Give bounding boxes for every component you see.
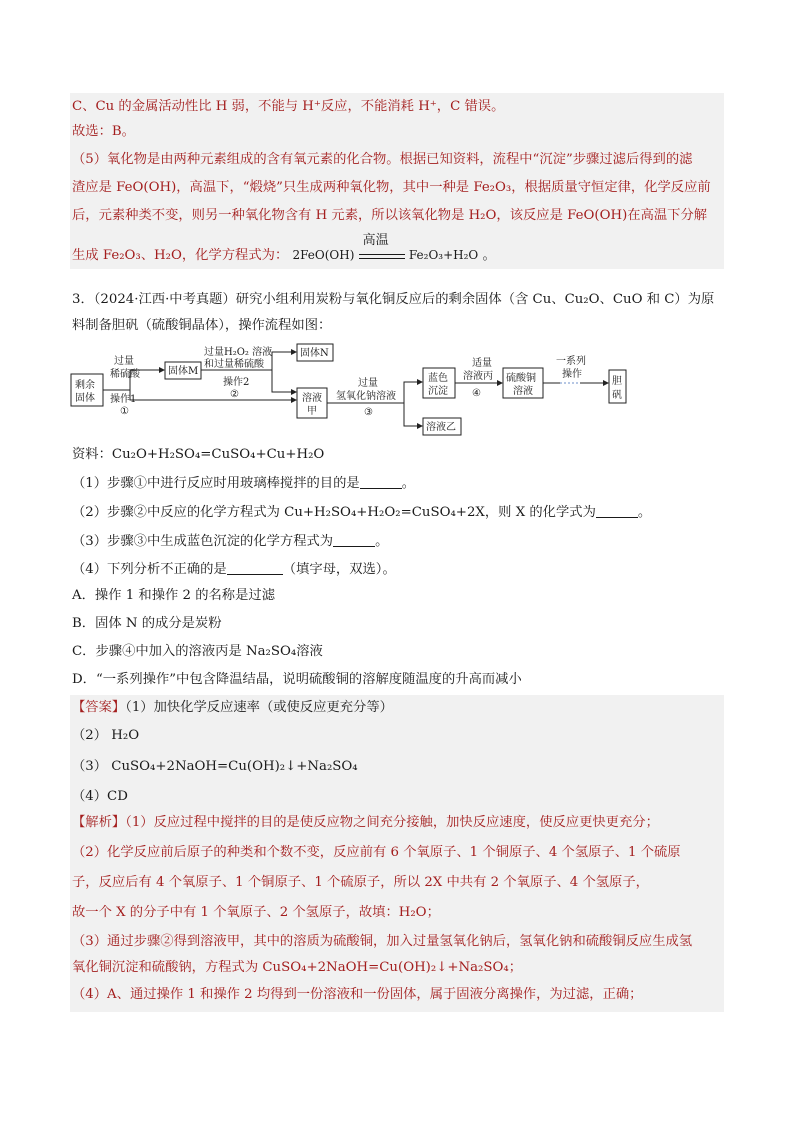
question-2-end: 。	[637, 505, 652, 520]
equation-condition-group	[359, 233, 405, 265]
answer-tag: 【答案】	[72, 700, 126, 715]
answer-blank-4[interactable]	[227, 560, 283, 575]
flow-start-label-2: 固体	[75, 393, 95, 404]
material-line: 资料：Cu₂O+H₂SO₄=CuSO₄+Cu+H₂O	[72, 447, 325, 462]
flow-solution-b-label: 溶液乙	[426, 422, 456, 433]
flow-arrow-2b	[272, 370, 296, 392]
question-1-text: （1）步骤①中进行反应时用玻璃棒搅拌的目的是	[72, 476, 360, 491]
flow-step3-reagent2: 氢氧化钠溶液	[336, 391, 396, 402]
equation-condition: 高温	[362, 233, 389, 248]
question-3	[72, 532, 722, 552]
flow-step4-reagent2: 溶液丙	[463, 371, 493, 382]
question-4-end: （填字母，双选）。	[282, 562, 396, 577]
flow-product-label-2: 矾	[612, 390, 622, 401]
solution-p5-line1: （5）氧化物是由两种元素组成的含有氧元素的化合物。根据已知资料，流程中“沉淀”步骤过滤后得到的滤	[72, 152, 693, 167]
analysis-tag: 【解析】	[72, 815, 126, 830]
flow-start-label-1: 剩余	[75, 380, 95, 391]
flow-solution-a-label-1: 溶液	[302, 393, 322, 404]
analysis-line-2: （2）化学反应前后原子的种类和个数不变，反应前有 6 个氧原子、1 个铜原子、4 个氢原子、1 个硫原	[72, 845, 681, 860]
flow-step4-num: ④	[472, 388, 481, 399]
answer-blank-1[interactable]	[360, 474, 402, 489]
flow-step3-reagent1: 过量	[358, 378, 378, 389]
answer-line-1	[72, 698, 722, 718]
flow-step1-reagent2: 稀硫酸	[110, 369, 140, 380]
flow-step4-reagent1: 适量	[472, 358, 492, 369]
flow-step1-num: ①	[120, 406, 129, 417]
solution-p5-line4-prefix: 生成 Fe₂O₃、H₂O，化学方程式为：	[72, 248, 289, 263]
answer-line-2: （2） H₂O	[72, 728, 140, 743]
equation-double-bar	[359, 254, 405, 259]
answer-blank-2[interactable]	[596, 503, 638, 518]
flow-step2-reagent2: 和过量稀硫酸	[204, 359, 264, 370]
option-b: B．固体 N 的成分是炭粉	[72, 616, 222, 631]
flow-cuso4-label-1: 硫酸铜	[506, 373, 536, 384]
flow-arrow-3a	[404, 382, 422, 403]
flow-step1-op: 操作1	[110, 394, 137, 405]
analysis-line-7: （4）A、通过操作 1 和操作 2 均得到一份溶液和一份固体，属于固液分离操作，为过滤，正确；	[72, 987, 643, 1002]
equation-left: 2FeO(OH)	[292, 248, 355, 262]
option-a: A．操作 1 和操作 2 的名称是过滤	[72, 588, 275, 603]
question-1-end: 。	[401, 476, 415, 491]
question-3-text: （3）步骤③中生成蓝色沉淀的化学方程式为	[72, 534, 334, 549]
equation-right: Fe₂O₃+H₂O	[408, 248, 479, 262]
flow-series-op1: 一系列	[556, 356, 586, 367]
option-d: D．“一系列操作”中包含降温结晶，说明硫酸铜的溶解度随温度的升高而减小	[72, 672, 522, 687]
flow-step2-reagent1: 过量H₂O₂ 溶液	[204, 347, 273, 358]
answer-1: （1）加快化学反应速率（或使反应更充分等）	[125, 700, 393, 715]
process-flow-diagram	[70, 340, 660, 440]
solution-p5-line4	[72, 233, 722, 266]
option-c: C．步骤④中加入的溶液丙是 Na₂SO₄溶液	[72, 644, 323, 659]
question-4-text: （4）下列分析不正确的是	[72, 562, 227, 577]
question-2-text: （2）步骤②中反应的化学方程式为 Cu+H₂SO₄+H₂O₂=CuSO₄+2X，则 X 的化学式为	[72, 505, 596, 520]
flow-step2-op: 操作2	[223, 377, 250, 388]
answer-line-4: （4）CD	[72, 789, 128, 804]
solution-p5-line2: 渣应是 FeO(OH)，高温下，“煅烧”只生成两种氧化物，其中一种是 Fe₂O₃，根据质量守恒定律，化学反应前	[72, 180, 711, 195]
solution-line-c: C、Cu 的金属活动性比 H 弱，不能与 H⁺反应，不能消耗 H⁺，C 错误。	[72, 99, 505, 114]
analysis-line-1	[72, 813, 722, 833]
flow-arrow-1c	[130, 390, 296, 400]
analysis-line-4: 故一个 X 的分子中有 1 个氧原子、2 个氢原子，故填：H₂O；	[72, 905, 440, 920]
equation-end: 。	[482, 248, 496, 263]
flow-blue-ppt-label-1: 蓝色	[428, 373, 448, 384]
answer-blank-3[interactable]	[333, 532, 375, 547]
question-stem-line1: 3．（2024·江西·中考真题）研究小组利用炭粉与氧化铜反应后的剩余固体（含 Cu、Cu₂O、CuO 和 C）为原	[72, 292, 715, 307]
solution-p5-line3: 后，元素种类不变，则另一种氧化物含有 H 元素，所以该氧化物是 H₂O，该反应是 FeO(OH)在高温下分解	[72, 208, 708, 223]
flow-solid-n-label: 固体N	[300, 348, 329, 359]
flow-arrow-3b	[404, 403, 422, 426]
question-3-end: 。	[375, 534, 389, 549]
flow-solution-a-label-2: 甲	[307, 406, 317, 417]
question-2	[72, 503, 722, 523]
analysis-line-3: 子，反应后有 4 个氧原子、1 个铜原子、1 个硫原子，所以 2X 中共有 2 个氧原子、4 个氢原子，	[72, 875, 649, 890]
analysis-line-5: （3）通过步骤②得到溶液甲，其中的溶质为硫酸铜，加入过量氢氧化钠后，氢氧化钠和硫酸铜反应生成氢	[72, 934, 693, 949]
question-4	[72, 560, 722, 580]
question-stem-line2: 料制备胆矾（硫酸铜晶体），操作流程如图：	[72, 318, 332, 333]
flow-solid-m-label: 固体M	[168, 366, 199, 377]
flow-step2-num: ②	[230, 389, 239, 400]
flow-arrow-2a	[272, 352, 296, 370]
flow-step3-num: ③	[364, 407, 373, 418]
flow-step1-reagent1: 过量	[114, 356, 134, 367]
solution-answer-line: 故选：B。	[72, 124, 135, 139]
answer-line-3: （3） CuSO₄+2NaOH=Cu(OH)₂↓+Na₂SO₄	[72, 759, 358, 774]
flow-blue-ppt-label-2: 沉淀	[428, 386, 448, 397]
analysis-1: （1）反应过程中搅拌的目的是使反应物之间充分接触，加快反应速度，使反应更快更充分；	[125, 815, 659, 830]
flow-series-op2: 操作	[562, 369, 582, 380]
analysis-line-6: 氧化铜沉淀和硫酸钠，方程式为 CuSO₄+2NaOH=Cu(OH)₂↓+Na₂SO₄；	[72, 960, 523, 975]
flow-cuso4-label-2: 溶液	[513, 386, 533, 397]
question-1	[72, 474, 722, 494]
flow-product-label-1: 胆	[612, 376, 622, 387]
